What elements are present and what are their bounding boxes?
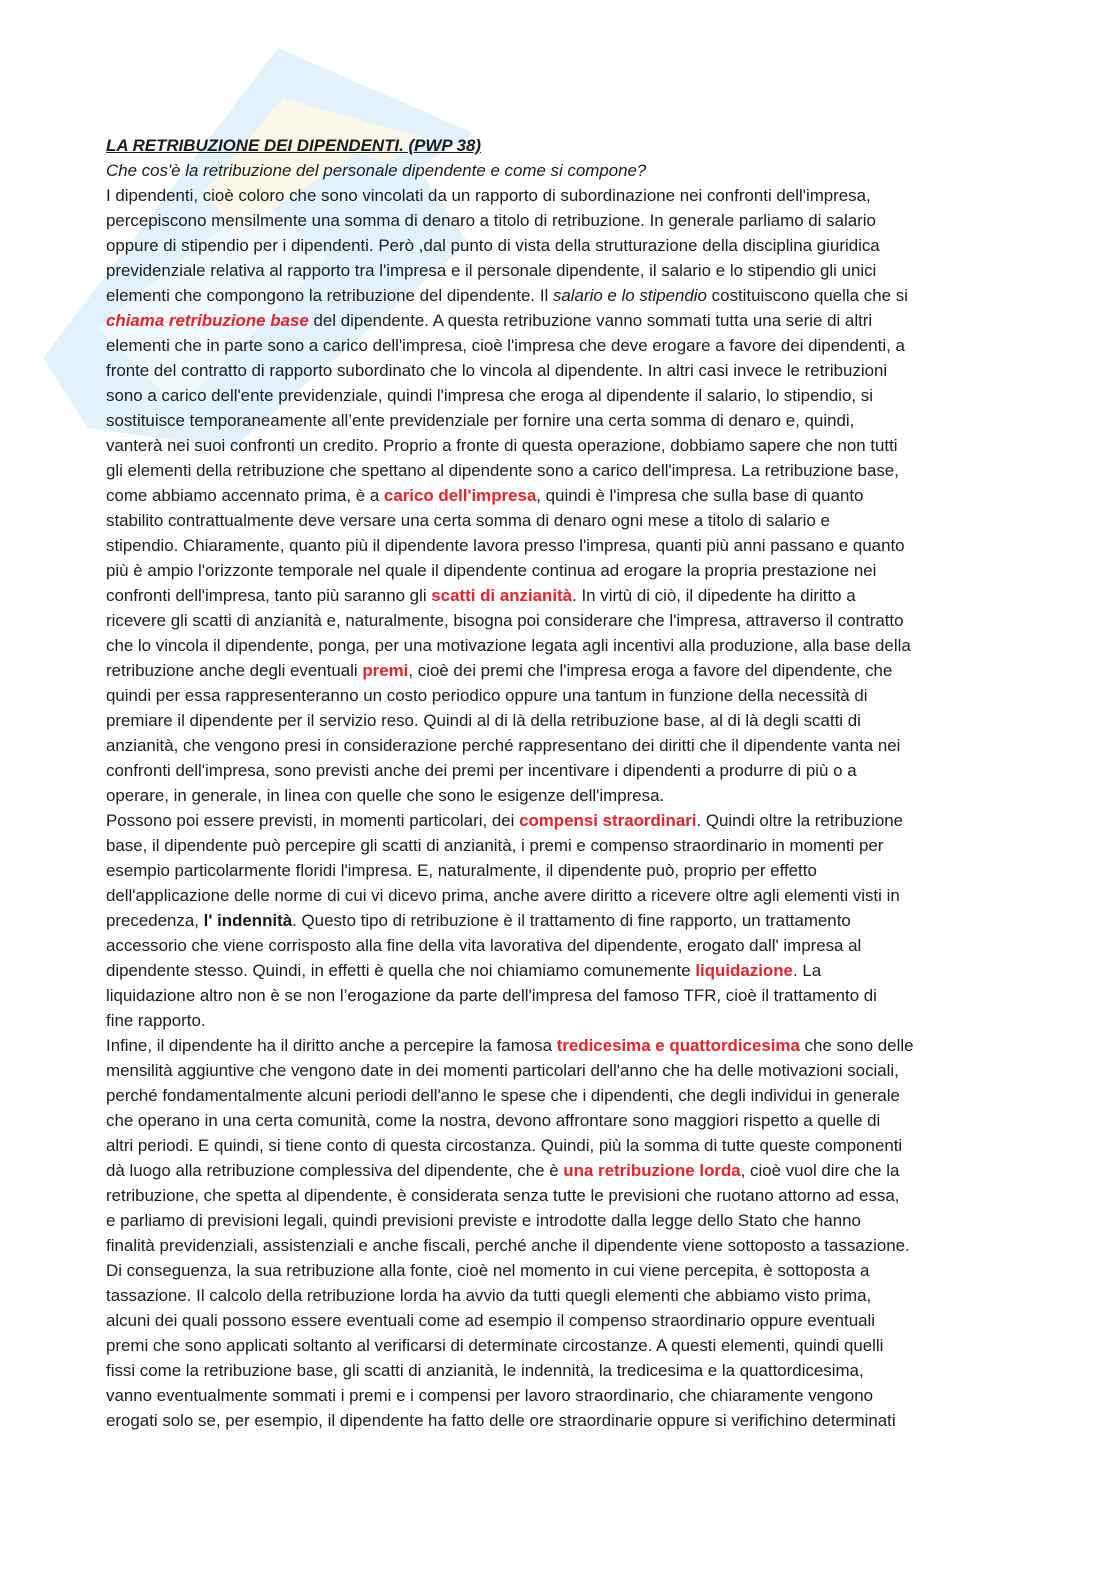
text-line <box>106 908 1006 933</box>
text-line <box>106 558 1006 583</box>
text-segment: base, il dipendente può percepire gli scatti di anzianità, i premi e compenso straordinario in momenti per <box>106 836 884 855</box>
text-segment: e parliamo di previsioni legali, quindi previsioni previste e introdotte dalla legge dello Stato che hanno <box>106 1211 861 1230</box>
document-body <box>106 133 1006 1433</box>
text-segment: perché fondamentalmente alcuni periodi dell'anno le spese che i dipendenti, che degli individui in generale <box>106 1086 900 1105</box>
text-line <box>106 1358 1006 1383</box>
text-line <box>106 233 1006 258</box>
text-segment: accessorio che viene corrisposto alla fine della vita lavorativa del dipendente, erogato dall' impresa al <box>106 936 862 955</box>
text-segment: oppure di stipendio per i dipendenti. Però ,dal punto di vista della strutturazione della disciplina giuridica <box>106 236 880 255</box>
text-segment: gli elementi della retribuzione che spettano al dipendente sono a carico dell'impresa. La retribuzione base, <box>106 461 899 480</box>
text-segment: finalità previdenziali, assistenziali e anche fiscali, perché anche il dipendente viene sottoposto a tassazione. <box>106 1236 910 1255</box>
text-segment: Infine, il dipendente ha il diritto anche a percepire la famosa <box>106 1036 557 1055</box>
text-line <box>106 383 1006 408</box>
text-line <box>106 258 1006 283</box>
text-segment: tassazione. Il calcolo della retribuzione lorda ha avvio da tutti quegli elementi che abbiamo visto prima, <box>106 1286 872 1305</box>
text-line <box>106 933 1006 958</box>
highlighted-term: tredicesima e quattordicesima <box>556 1036 800 1055</box>
highlighted-term: salario e lo stipendio <box>552 286 707 305</box>
text-line <box>106 1083 1006 1108</box>
text-segment: che operano in una certa comunità, come la nostra, devono affrontare sono maggiori rispetto a quelle di <box>106 1111 881 1130</box>
highlighted-term: chiama retribuzione base <box>106 311 309 330</box>
text-line <box>106 858 1006 883</box>
text-line <box>106 283 1006 308</box>
highlighted-term: carico dell'impresa <box>383 486 537 505</box>
text-segment: altri periodi. E quindi, si tiene conto di questa circostanza. Quindi, più la somma di tutte queste componenti <box>106 1136 903 1155</box>
text-line <box>106 208 1006 233</box>
text-segment: costituiscono quella che si <box>706 286 908 305</box>
text-line <box>106 833 1006 858</box>
text-line <box>106 1033 1006 1058</box>
text-line <box>106 958 1006 983</box>
text-segment: , cioè dei premi che l'impresa eroga a favore del dipendente, che <box>408 661 893 680</box>
text-segment: anzianità, che vengono presi in considerazione perché rappresentano dei diritti che il dipendente vanta nei <box>106 736 901 755</box>
document-question: Che cos'è la retribuzione del personale dipendente e come si compone? <box>106 161 647 180</box>
text-segment: come abbiamo accennato prima, è a <box>106 486 384 505</box>
text-line <box>106 1183 1006 1208</box>
text-segment: quindi per essa rappresenteranno un costo periodico oppure una tantum in funzione della necessità di <box>106 686 868 705</box>
text-segment: Possono poi essere previsti, in momenti particolari, dei <box>106 811 520 830</box>
text-segment: ricevere gli scatti di anzianità e, naturalmente, bisogna poi considerare che l'impresa, attraverso il contratto <box>106 611 904 630</box>
text-segment: più è ampio l'orizzonte temporale nel quale il dipendente continua ad erogare la propria prestazione nei <box>106 561 877 580</box>
text-line <box>106 1308 1006 1333</box>
text-line <box>106 883 1006 908</box>
text-line <box>106 808 1006 833</box>
text-line <box>106 433 1006 458</box>
text-segment: elementi che compongono la retribuzione del dipendente. Il <box>106 286 553 305</box>
text-line <box>106 1233 1006 1258</box>
text-line <box>106 483 1006 508</box>
text-segment: retribuzione anche degli eventuali <box>106 661 363 680</box>
text-segment: premiare il dipendente per il servizio reso. Quindi al di là della retribuzione base, al di là degli scatti di <box>106 711 861 730</box>
text-segment: liquidazione altro non è se non l’erogazione da parte dell'impresa del famoso TFR, cioè il trattamento di <box>106 986 877 1005</box>
text-segment: fissi come la retribuzione base, gli scatti di anzianità, le indennità, la tredicesima e la quattordicesima, <box>106 1361 864 1380</box>
text-segment: erogati solo se, per esempio, il dipendente ha fatto delle ore straordinarie oppure si verifichino determinati <box>106 1411 896 1430</box>
text-segment: fine rapporto. <box>106 1011 206 1030</box>
text-line <box>106 1383 1006 1408</box>
text-line <box>106 783 1006 808</box>
text-line <box>106 1333 1006 1358</box>
text-line <box>106 1133 1006 1158</box>
text-segment: che sono delle <box>799 1036 914 1055</box>
text-segment: stipendio. Chiaramente, quanto più il dipendente lavora presso l'impresa, quanti più anni passano e quanto <box>106 536 905 555</box>
text-segment: precedenza, <box>106 911 204 930</box>
text-line <box>106 533 1006 558</box>
text-line <box>106 983 1006 1008</box>
text-segment: . In virtù di ciò, il dipedente ha diritto a <box>572 586 856 605</box>
text-line <box>106 733 1006 758</box>
text-segment: premi che sono applicati soltanto al verificarsi di determinate circostanze. A questi elementi, quindi quelli <box>106 1336 884 1355</box>
text-segment: previdenziale relativa al rapporto tra l'impresa e il personale dipendente, il salario e lo stipendio gli unici <box>106 261 877 280</box>
text-line <box>106 1108 1006 1133</box>
highlighted-term: l' indennità <box>203 911 293 930</box>
text-segment: percepiscono mensilmente una somma di denaro a titolo di retribuzione. In generale parliamo di salario <box>106 211 876 230</box>
text-segment: , cioè vuol dire che la <box>740 1161 900 1180</box>
text-line <box>106 308 1006 333</box>
text-segment: sono a carico dell'ente previdenziale, quindi l'impresa che eroga al dipendente il salario, lo stipendio, si <box>106 386 873 405</box>
paragraph-text <box>106 183 1006 1433</box>
text-segment: . Questo tipo di retribuzione è il trattamento di fine rapporto, un trattamento <box>292 911 851 930</box>
highlighted-term: scatti di anzianità <box>431 586 573 605</box>
text-segment: confronti dell'impresa, tanto più saranno gli <box>106 586 432 605</box>
text-line <box>106 1283 1006 1308</box>
text-line <box>106 408 1006 433</box>
text-line <box>106 633 1006 658</box>
text-line <box>106 458 1006 483</box>
text-line <box>106 683 1006 708</box>
text-line <box>106 183 1006 208</box>
text-segment: , quindi è l'impresa che sulla base di quanto <box>536 486 864 505</box>
text-line <box>106 358 1006 383</box>
text-line <box>106 1008 1006 1033</box>
text-segment: . Quindi oltre la retribuzione <box>696 811 904 830</box>
text-line <box>106 1058 1006 1083</box>
text-segment: dell'applicazione delle norme di cui vi dicevo prima, anche avere diritto a ricevere oltre agli elementi visti in <box>106 886 900 905</box>
text-segment: confronti dell'impresa, sono previsti anche dei premi per incentivare i dipendenti a produrre di più o a <box>106 761 857 780</box>
text-segment: che lo vincola il dipendente, ponga, per una motivazione legata agli incentivi alla produzione, alla base della <box>106 636 911 655</box>
text-line <box>106 708 1006 733</box>
text-line <box>106 1158 1006 1183</box>
text-segment: retribuzione, che spetta al dipendente, è considerata senza tutte le previsioni che ruotano attorno ad essa, <box>106 1186 900 1205</box>
highlighted-term: liquidazione <box>695 961 793 980</box>
text-line <box>106 508 1006 533</box>
text-segment: stabilito contrattualmente deve versare una certa somma di denaro ogni mese a titolo di salario e <box>106 511 830 530</box>
text-segment: . La <box>792 961 822 980</box>
text-segment: del dipendente. A questa retribuzione vanno sommati tutta una serie di altri <box>308 311 873 330</box>
text-line <box>106 1208 1006 1233</box>
document-title: LA RETRIBUZIONE DEI DIPENDENTI. (PWP 38) <box>106 136 482 155</box>
text-line <box>106 583 1006 608</box>
text-segment: sostituisce temporaneamente all’ente previdenziale per fornire una certa somma di denaro e, quindi, <box>106 411 855 430</box>
text-segment: alcuni dei quali possono essere eventuali come ad esempio il compenso straordinario oppure eventuali <box>106 1311 875 1330</box>
text-segment: vanno eventualmente sommati i premi e i compensi per lavoro straordinario, che chiaramente vengono <box>106 1386 874 1405</box>
text-line <box>106 1258 1006 1283</box>
text-segment: mensilità aggiuntive che vengono date in dei momenti particolari dell'anno che ha delle motivazioni sociali, <box>106 1061 899 1080</box>
text-segment: elementi che in parte sono a carico dell'impresa, cioè l'impresa che deve erogare a favore dei dipendenti, a <box>106 336 905 355</box>
text-segment: Di conseguenza, la sua retribuzione alla fonte, cioè nel momento in cui viene percepita, è sottoposta a <box>106 1261 870 1280</box>
text-segment: dà luogo alla retribuzione complessiva del dipendente, che è <box>106 1161 564 1180</box>
text-line <box>106 1408 1006 1433</box>
text-segment: dipendente stesso. Quindi, in effetti è quella che noi chiamiamo comunemente <box>106 961 696 980</box>
text-segment: operare, in generale, in linea con quelle che sono le esigenze dell'impresa. <box>106 786 665 805</box>
text-segment: fronte del contratto di rapporto subordinato che lo vincola al dipendente. In altri casi invece le retribuzioni <box>106 361 888 380</box>
text-segment: esempio particolarmente floridi l'impresa. E, naturalmente, il dipendente può, proprio per effetto <box>106 861 817 880</box>
text-line <box>106 658 1006 683</box>
text-segment: I dipendenti, cioè coloro che sono vincolati da un rapporto di subordinazione nei confronti dell'impresa, <box>106 186 871 205</box>
highlighted-term: compensi straordinari <box>519 811 697 830</box>
highlighted-term: premi <box>362 661 409 680</box>
text-line <box>106 608 1006 633</box>
text-segment: vanterà nei suoi confronti un credito. Proprio a fronte di questa operazione, dobbiamo sapere che non tutti <box>106 436 898 455</box>
highlighted-term: una retribuzione lorda <box>563 1161 741 1180</box>
text-line <box>106 333 1006 358</box>
text-line <box>106 758 1006 783</box>
